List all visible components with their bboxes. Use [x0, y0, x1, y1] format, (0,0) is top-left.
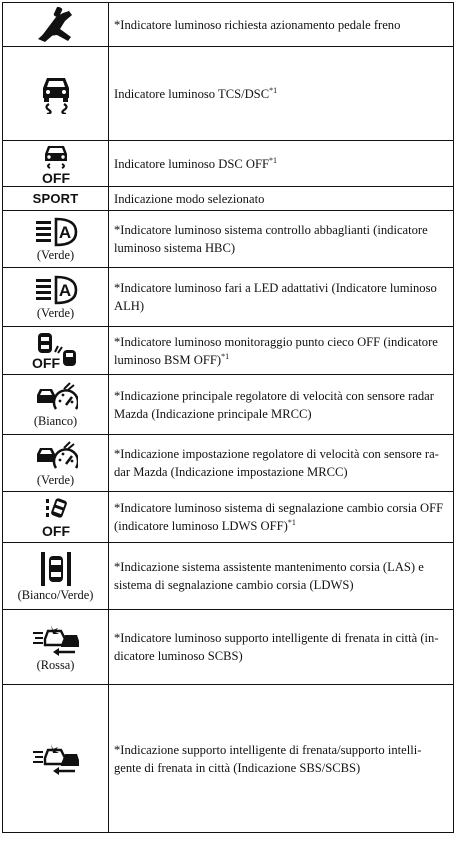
off-label: OFF: [31, 354, 60, 370]
icon-cell: [3, 375, 109, 435]
table-row: [3, 492, 454, 543]
indicator-table: [2, 2, 454, 833]
table-row: [3, 3, 454, 47]
off-label: OFF: [41, 523, 70, 537]
color-label: (Verde): [36, 472, 75, 487]
table-row: [3, 47, 454, 141]
icon-cell: [3, 187, 109, 211]
color-label: (Verde): [36, 247, 75, 262]
sbs-scbs-icon: [31, 742, 81, 776]
dsc-off-icon: [39, 144, 73, 184]
table-row: [3, 610, 454, 685]
sport-mode-icon: SPORT: [32, 190, 79, 206]
table-row: [3, 543, 454, 610]
hbc-headlight-icon: [34, 217, 78, 247]
description-cell: Indicatore luminoso DSC OFF$^{*1}$: [109, 141, 454, 187]
svg-text:A: A: [58, 222, 71, 242]
table-row: [3, 327, 454, 375]
tcs-dsc-icon: [39, 74, 73, 114]
icon-cell: [3, 211, 109, 268]
icon-cell: [3, 610, 109, 685]
description-cell: *Indicatore luminoso supporto intelligente di frenata in città (in- dicatore luminoso SCBS): [109, 610, 454, 685]
icon-cell: [3, 327, 109, 375]
brake-pedal-request-icon: [35, 7, 77, 43]
icon-cell: [3, 268, 109, 327]
las-ldws-icon: [39, 551, 73, 587]
description-cell: *Indicatore luminoso monitoraggio punto cieco OFF (indicatore luminoso BSM OFF)$^{*1}$: [109, 327, 454, 375]
description-cell: *Indicazione supporto intelligente di frenata/supporto intelli- gente di frenata in città (Indicazione SBS/SCBS): [109, 685, 454, 833]
description-cell: *Indicatore luminoso sistema di segnalazione cambio corsia OFF (indicatore luminoso LDWS OFF)$^{*1}$: [109, 492, 454, 543]
table-row: [3, 187, 454, 211]
mrcc-set-icon: [34, 440, 78, 472]
color-label: (Verde): [36, 305, 75, 320]
description-cell: *Indicazione principale regolatore di velocità con sensore radar Mazda (Indicazione principale MRCC): [109, 375, 454, 435]
table-row: [3, 435, 454, 492]
color-label: (Rossa): [36, 657, 75, 672]
svg-text:A: A: [58, 280, 71, 300]
description-cell: Indicatore luminoso TCS/DSC$^{*1}$: [109, 47, 454, 141]
scbs-icon: [31, 623, 81, 657]
icon-cell: [3, 3, 109, 47]
table-row: [3, 211, 454, 268]
description-cell: *Indicatore luminoso richiesta azionamento pedale freno: [109, 3, 454, 47]
description-cell: Indicazione modo selezionato: [109, 187, 454, 211]
icon-cell: [3, 141, 109, 187]
bsm-off-icon: [32, 332, 80, 370]
description-cell: *Indicatore luminoso fari a LED adattativi (Indicatore luminoso ALH): [109, 268, 454, 327]
off-label: OFF: [41, 169, 70, 184]
description-cell: *Indicazione impostazione regolatore di velocità con sensore ra- dar Mazda (Indicazione impostazione MRCC): [109, 435, 454, 492]
description-cell: *Indicazione sistema assistente mantenimento corsia (LAS) e sistema di segnalazione cambio corsia (LDWS): [109, 543, 454, 610]
description-cell: *Indicatore luminoso sistema controllo abbaglianti (indicatore luminoso sistema HBC): [109, 211, 454, 268]
icon-cell: [3, 435, 109, 492]
icon-cell: [3, 47, 109, 141]
alh-led-headlight-icon: [34, 275, 78, 305]
table-row: [3, 375, 454, 435]
icon-cell: [3, 543, 109, 610]
mrcc-main-icon: [34, 381, 78, 413]
ldws-off-icon: [39, 497, 73, 537]
table-row: [3, 141, 454, 187]
icon-cell: [3, 492, 109, 543]
table-row: [3, 268, 454, 327]
table-row: [3, 685, 454, 833]
color-label: (Bianco): [33, 414, 78, 428]
color-label: (Bianco/Verde): [17, 587, 94, 602]
icon-cell: [3, 685, 109, 833]
